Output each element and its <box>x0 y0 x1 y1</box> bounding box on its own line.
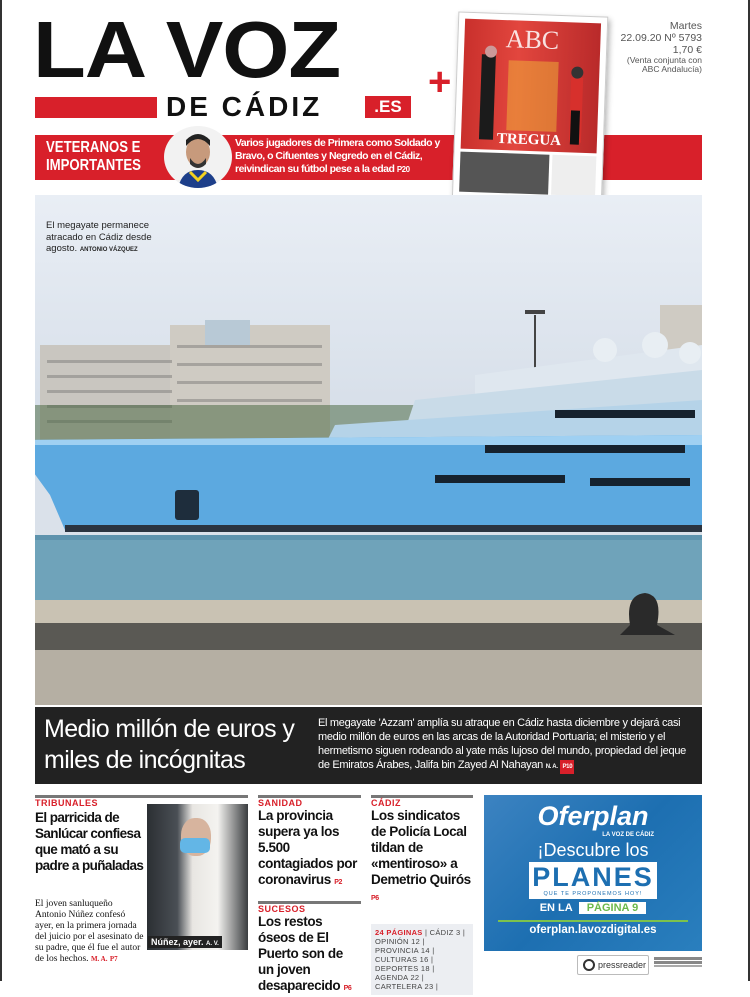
index-item[interactable]: PROVINCIA 14 <box>375 946 430 955</box>
index-item[interactable]: AGENDA 22 <box>375 973 420 982</box>
mask-shape <box>180 838 210 853</box>
abc-cover-photo <box>461 19 601 154</box>
issue-price: 1,70 € <box>672 44 702 56</box>
story-headline[interactable] <box>371 808 473 907</box>
story-headline[interactable] <box>258 808 361 891</box>
photo-caption <box>46 220 156 257</box>
lead-page-ref: P10 <box>560 760 574 774</box>
abc-headline: TREGUA <box>496 130 562 150</box>
ad-planes-box <box>529 862 657 899</box>
ad-line3: QUE TE PROPONEMOS HOY! <box>543 891 643 897</box>
story-tribunales[interactable] <box>35 795 248 975</box>
yacht-photo-illustration <box>35 195 702 705</box>
story-headline-text: Los sindicatos de Policía Local tildan de «mentiroso» a Demetrio Quirós <box>371 808 471 887</box>
index-item[interactable]: OPINIÓN 12 <box>375 937 421 946</box>
masthead-red-bar <box>35 97 157 118</box>
lead-byline: N. A. <box>545 764 558 770</box>
masthead-subtitle: DE CÁDIZ <box>166 91 323 122</box>
photo-credit: ANTONIO VÁZQUEZ <box>79 247 138 253</box>
banner-title-line2: IMPORTANTES <box>46 157 141 174</box>
photo-caption-text: Núñez, ayer. <box>151 937 204 947</box>
banner-title <box>46 139 141 175</box>
issue-info <box>621 20 702 74</box>
story-kicker: TRIBUNALES <box>35 798 98 808</box>
index-item[interactable]: CÁDIZ 3 <box>429 928 461 937</box>
ad-brand-sub: LA VOZ DE CÁDIZ <box>602 832 654 838</box>
photo-caption-text: El megayate permanece atracado en Cádiz desde agosto. <box>46 220 152 254</box>
story-byline: M. A. <box>90 955 108 963</box>
ad-line5: PÁGINA 9 <box>579 902 647 914</box>
banner-page-ref: P20 <box>396 165 410 174</box>
story-page-ref: P6 <box>371 895 379 902</box>
pressreader-label: pressreader <box>598 960 647 970</box>
legal-fineprint <box>654 956 702 974</box>
player-avatar <box>164 126 232 188</box>
main-photo-yacht[interactable] <box>35 195 702 705</box>
plus-icon: + <box>428 60 452 104</box>
page-index: 24 PÁGINAS | CÁDIZ 3 | OPINIÓN 12 | PROVINCIA 14 | CULTURAS 16 | DEPORTES 18 | AGENDA 22 | CARTELERA 23 | <box>371 924 473 995</box>
story-headline-text: La provincia supera ya los 5.500 contagiados por coronavirus <box>258 808 358 887</box>
index-title: 24 PÁGINAS <box>375 928 423 937</box>
story-page-ref: P7 <box>109 955 118 963</box>
story-page-ref: P2 <box>334 879 343 886</box>
lead-summary <box>318 716 700 774</box>
story-kicker: CÁDIZ <box>371 798 401 808</box>
story-body <box>35 899 145 965</box>
lead-summary-text: El megayate 'Azzam' amplía su atraque en Cádiz hasta diciembre y dejará casi medio millón de euros en las arcas de la Autoridad Portuaria; el misterio y el hermetismo siguen rodeando al yate más lujoso del mundo, propiedad del jeque de Emiratos Árabes, Jalifa bin Zayed Al Nahayan <box>318 717 686 771</box>
ad-brand-logo: Oferplan <box>537 801 649 831</box>
issue-date-number: 22.09.20 Nº 5793 <box>620 32 702 44</box>
story-body-text: El joven sanluqueño Antonio Núñez confesó ayer, en la primera jornada del juicio por el asesinato de su padre, que él fue el autor de los hechos. <box>35 899 144 964</box>
abc-cover-lower <box>459 152 596 197</box>
story-headline[interactable] <box>258 914 361 997</box>
story-photo-nunez <box>147 804 248 950</box>
ad-url[interactable]: oferplan.lavozdigital.es <box>498 920 688 936</box>
pressreader-badge[interactable] <box>577 955 649 975</box>
ad-line1: ¡Descubre los <box>537 840 649 860</box>
photo-credit: A. V. <box>206 941 219 947</box>
index-item[interactable]: CARTELERA 23 <box>375 982 434 991</box>
story-column-right <box>371 795 473 995</box>
abc-logo: ABC <box>505 24 560 55</box>
player-portrait-icon <box>164 126 232 188</box>
index-item[interactable]: DEPORTES 18 <box>375 964 430 973</box>
index-item[interactable]: CULTURAS 16 <box>375 955 429 964</box>
story-headline-text: Los restos óseos de El Puerto son de un joven desaparecido <box>258 914 343 993</box>
banner-text <box>235 137 450 176</box>
story-kicker: SANIDAD <box>258 798 303 808</box>
banner-text-body: Varios jugadores de Primera como Soldado y Bravo, o Cifuentes y Negredo en el Cádiz, reivindican su fútbol pese a la edad <box>235 137 440 175</box>
masthead-domain: .ES <box>365 96 411 118</box>
lead-headline[interactable]: Medio millón de euros y miles de incógnitas <box>44 715 295 774</box>
story-page-ref: P6 <box>343 985 352 992</box>
story-headline[interactable]: El parricida de Sanlúcar confiesa que mató a su padre a puñaladas <box>35 810 144 873</box>
ad-line2: PLANES <box>532 862 654 892</box>
issue-note: (Venta conjunta con ABC Andalucía) <box>626 55 702 74</box>
ad-page-line <box>484 902 702 914</box>
pressreader-icon <box>583 959 595 971</box>
story-kicker: SUCESOS <box>258 904 306 914</box>
abc-cover-thumbnail[interactable] <box>452 11 609 208</box>
masthead-title: LA VOZ <box>33 5 341 94</box>
issue-day: Martes <box>669 20 702 32</box>
ad-line4: EN LA <box>539 902 573 914</box>
story-column-middle <box>258 795 361 997</box>
banner-title-line1: VETERANOS E <box>46 139 141 156</box>
oferplan-ad[interactable] <box>484 795 702 951</box>
photo-caption <box>148 936 222 948</box>
